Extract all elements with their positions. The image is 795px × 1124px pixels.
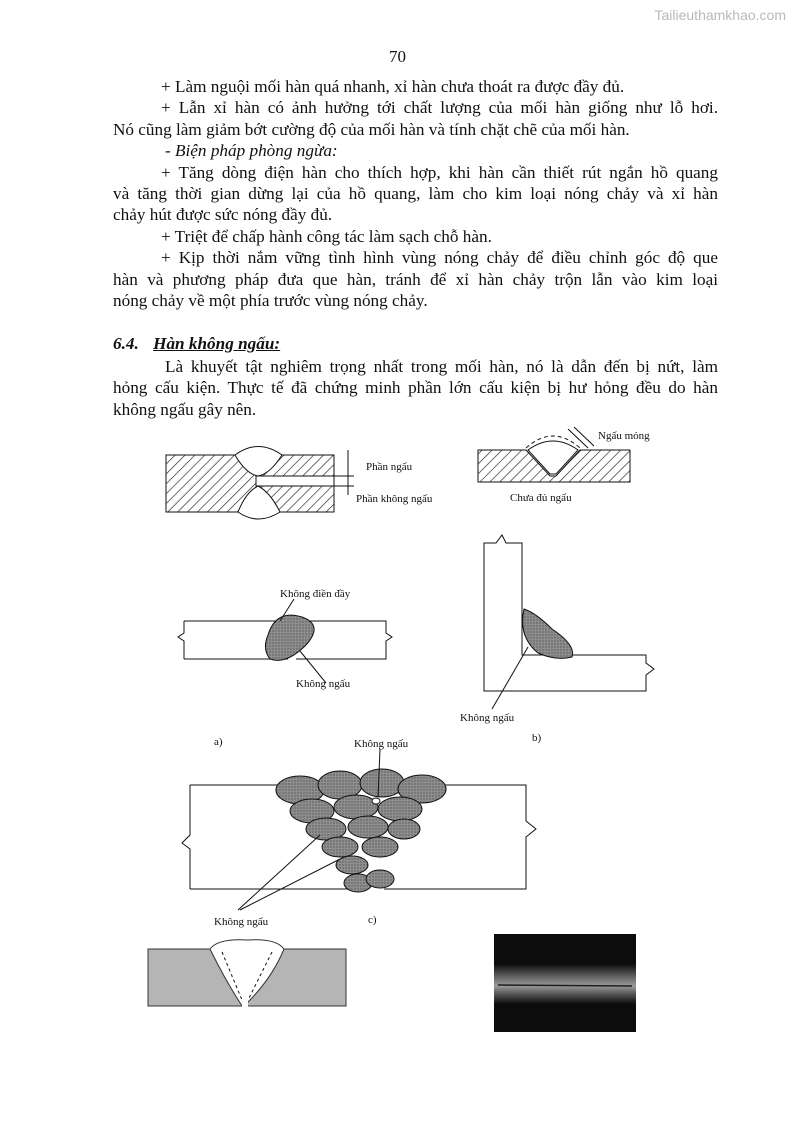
- paragraph-line: hàn và phương pháp đưa que hàn, tránh để xỉ hàn chảy trộn lẫn vào kim loại: [113, 269, 718, 289]
- paragraph-line: và tăng thời gian dừng lại của hồ quang, làm cho kim loại nóng chảy và xỉ hàn: [113, 184, 718, 204]
- label-unfused: Phần không ngấu: [356, 493, 433, 505]
- root-gap: [242, 998, 248, 1008]
- void: [372, 798, 380, 804]
- paragraph-line: + Triệt để chấp hành công tác làm sạch chỗ hàn.: [161, 226, 492, 246]
- fillet-weld: [523, 609, 573, 658]
- section-number: 6.4.: [113, 334, 139, 353]
- page-number: 70: [389, 47, 406, 66]
- label-not-filled: Không điền đầy: [280, 588, 351, 600]
- figure-cross-section: [148, 938, 348, 1008]
- label-fused: Phần ngấu: [366, 461, 413, 473]
- figure-shallow-penetration: [478, 424, 678, 514]
- weld-pass: [348, 816, 388, 838]
- weld-bead: [265, 615, 314, 660]
- label-not-fused-top: Không ngấu: [354, 738, 409, 750]
- leader-line: [574, 427, 594, 446]
- label-not-fused: Không ngấu: [460, 712, 515, 724]
- paragraph-line: Là khuyết tật nghiêm trọng nhất trong mối hàn, nó là dẫn đến bị nứt, làm: [165, 357, 718, 376]
- paragraph-line: + Lẫn xỉ hàn có ảnh hưởng tới chất lượng của mối hàn giống như lỗ hơi.: [161, 98, 718, 118]
- xray-image: [494, 934, 636, 1032]
- figure-letter-b: b): [532, 732, 542, 744]
- weld-pass: [336, 856, 368, 874]
- weld-pass: [378, 797, 422, 821]
- weld-pass: [322, 837, 358, 857]
- plate: [484, 535, 654, 691]
- text-block-section: [113, 356, 718, 420]
- figure-c: [180, 735, 550, 930]
- unfused-gap: [256, 476, 334, 486]
- section-heading: [113, 334, 280, 354]
- label-not-fused: Không ngấu: [296, 678, 351, 690]
- figure-a: [176, 585, 396, 748]
- label-not-fused-bottom: Không ngấu: [214, 916, 269, 928]
- weld-seam: [494, 964, 636, 1004]
- leader-line: [238, 835, 320, 910]
- section-title: Hàn không ngấu:: [153, 334, 281, 353]
- defect-line: [498, 985, 632, 986]
- paragraph-line: Nó cũng làm giảm bớt cường độ của mối hàn và tính chặt chẽ của mối hàn.: [113, 119, 630, 139]
- leader-line: [240, 859, 340, 910]
- weld-pass: [388, 819, 420, 839]
- weld-pass: [334, 795, 378, 819]
- text-block-slag: [113, 76, 718, 311]
- paragraph-line: + Kịp thời nắm vững tình hình vùng nóng chảy để điều chỉnh góc độ que: [161, 248, 718, 268]
- paragraph-line: không ngấu gây nên.: [113, 399, 257, 419]
- weld-pass: [360, 769, 404, 797]
- watermark: Tailieuthamkhao.com: [654, 7, 786, 23]
- weld-pass: [362, 837, 398, 857]
- measures-title: - Biện pháp phòng ngừa:: [165, 141, 338, 161]
- paragraph-line: nóng chảy về một phía trước vùng nóng chảy.: [113, 291, 428, 311]
- figure-letter-c: c): [368, 914, 377, 926]
- label-shallow: Ngấu mỏng: [598, 430, 650, 442]
- paragraph-line: + Làm nguội mối hàn quá nhanh, xỉ hàn chưa thoát ra được đầy đủ.: [161, 77, 625, 96]
- paragraph-line: + Tăng dòng điện hàn cho thích hợp, khi hàn cần thiết rút ngắn hồ quang: [161, 162, 718, 182]
- figure-partial-penetration: [160, 440, 460, 520]
- figure-letter-a: a): [214, 736, 223, 748]
- paragraph-line: hỏng cấu kiện. Thực tế đã chứng minh phần lớn cấu kiện bị hư hỏng đều do hàn: [113, 378, 718, 398]
- label-incomplete: Chưa đủ ngấu: [510, 492, 572, 504]
- figure-b: [440, 535, 670, 750]
- paragraph-line: chảy hút được sức nóng đầy đủ.: [113, 205, 333, 225]
- weld-pass: [366, 870, 394, 888]
